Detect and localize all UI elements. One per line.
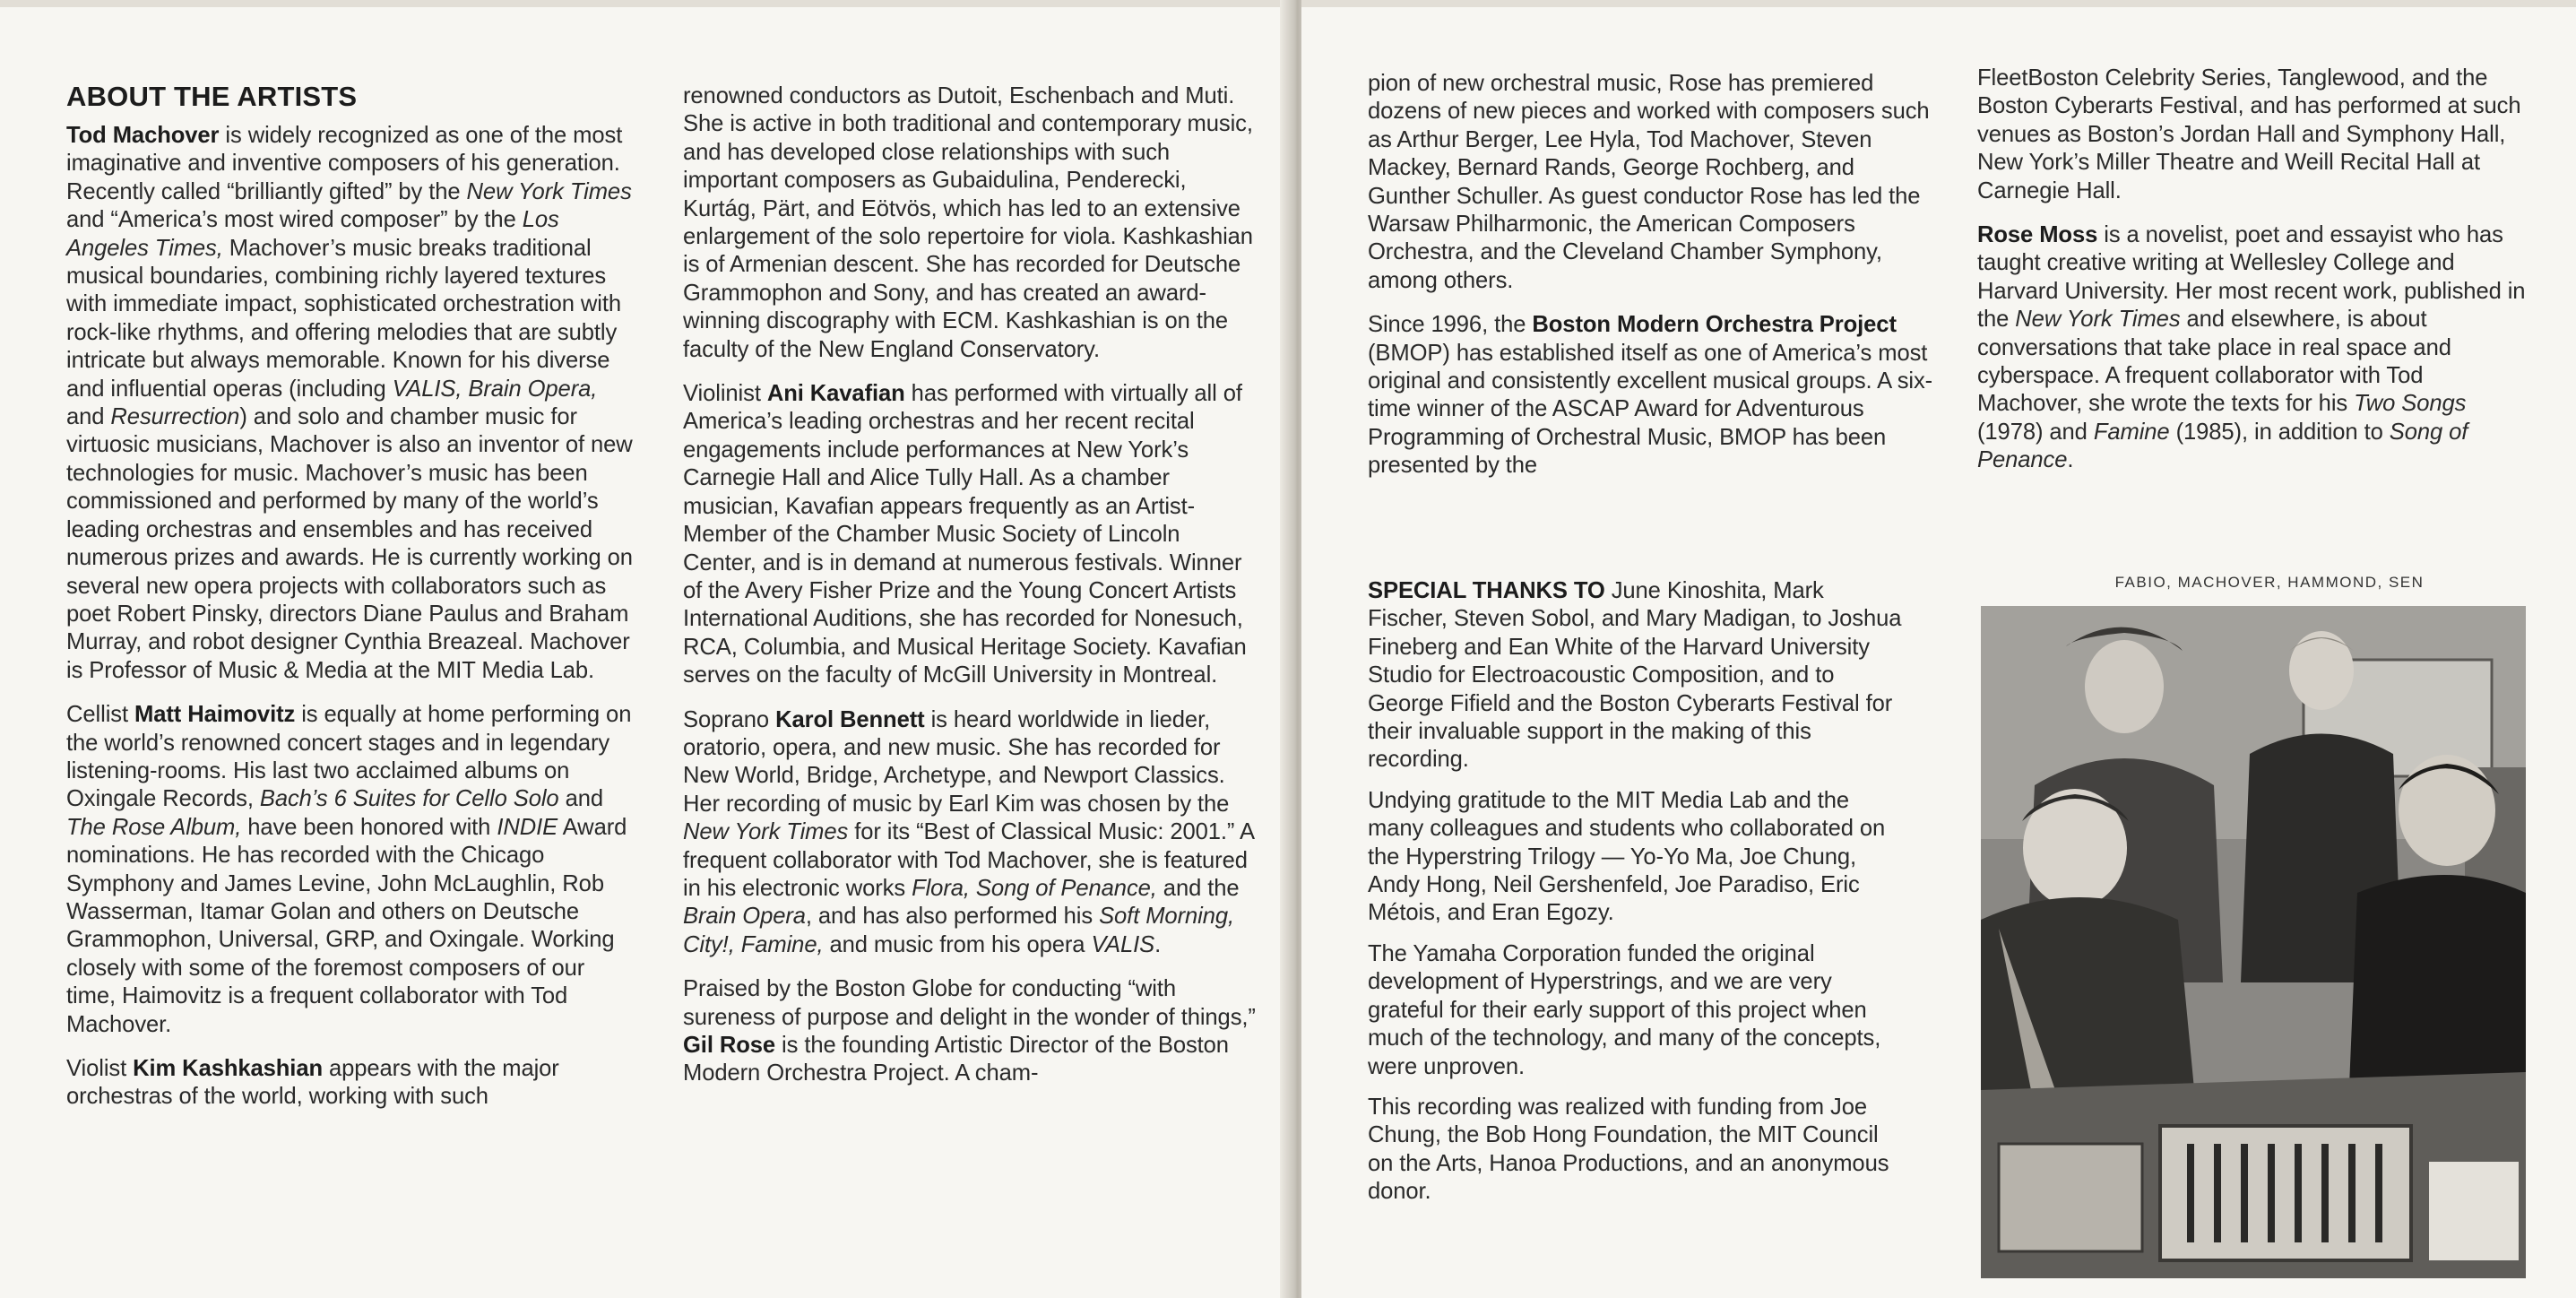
- studio-photo: [1981, 606, 2526, 1278]
- bio-matt-haimovitz: Cellist Matt Haimovitz is equally at home performing on the world’s renowned concert stages and in legendary listening-rooms. His last two acclaimed albums on Oxingale Records, Bach’s 6 Suites for Cello Solo and The Rose Album, have been honored with INDIE Award nominations. He has recorded with the Chicago Symphony and James Levine, John McLaughlin, Rob Wasserman, Itamar Golan and others on Deutsche Grammophon, Universal, GRP, and Oxingale. Working closely with some of the foremost composers of our time, Haimovitz is a frequent collaborator with Tod Machover.: [66, 702, 632, 1037]
- bio-bmop-cont: FleetBoston Celebrity Series, Tanglewood, and the Boston Cyberarts Festival, and has performed at such venues as Boston’s Jordan Hall and Symphony Hall, New York’s Miller Theatre and Weill Recital Hall at Carnegie Hall.: [1977, 65, 2521, 203]
- about-artists-column-4: [1977, 65, 2533, 491]
- photo-caption: FABIO, MACHOVER, HAMMOND, SEN: [2114, 574, 2425, 591]
- bio-bmop: Since 1996, the Boston Modern Orchestra Project (BMOP) has established itself as one of America’s most original and consistently excellent musical groups. A six-time winner of the ASCAP Award for Adventurous Programming of Orchestral Music, BMOP has been presented by the: [1368, 312, 1933, 479]
- about-artists-column-2: [683, 82, 1257, 1104]
- about-artists-column-3: [1368, 70, 1941, 497]
- funding-acknowledgement: This recording was realized with funding from Joe Chung, the Bob Hong Foundation, the MIT Council on the Arts, Hanoa Productions, and an anonymous donor.: [1368, 1094, 1889, 1205]
- gratitude-media-lab: Undying gratitude to the MIT Media Lab and the many colleagues and students who collaborated on the Hyperstring Trilogy — Yo-Yo Ma, Joe Chung, Andy Hong, Neil Gershenfeld, Joe Paradiso, Eric Métois, and Eran Egozy.: [1368, 787, 1886, 926]
- about-artists-column-1: [66, 79, 640, 1128]
- section-heading: ABOUT THE ARTISTS: [66, 81, 358, 112]
- bio-ani-kavafian: Violinist Ani Kavafian has performed with virtually all of America’s leading orchestras and her recent recital engagements include performances at New York’s Carnegie Hall and Alice Tully Hall. As a chamber musician, Kavafian appears frequently as an Artist-Member of the Chamber Music Society of Lincoln Center, and is in demand at numerous festivals. Winner of the Avery Fisher Prize and the Young Concert Artists International Auditions, she has recorded for Nonesuch, RCA, Columbia, and Musical Heritage Society. Kavafian serves on the faculty of McGill University in Montreal.: [683, 381, 1247, 688]
- page-edge: [1301, 0, 2576, 7]
- bio-tod-machover: Tod Machover is widely recognized as one of the most imaginative and inventive composers of his generation. Recently called “brilliantly gifted” by the New York Times and “America’s most wired composer” by the Los Angeles Times, Machover’s music breaks traditional musical boundaries, combining richly layered textures with immediate impact, sophisticated orchestration with rock-like rhythms, and offering melodies that are subtly intricate but always memorable. Known for his diverse and influential operas (including VALIS, Brain Opera, and Resurrection) and solo and chamber music for virtuosic musicians, Machover is also an inventor of new technologies for music. Machover’s music has been commissioned and performed by many of the world’s leading orchestras and ensembles and has received numerous prizes and awards. He is currently working on several new opera projects with collaborators such as poet Robert Pinsky, directors Diane Paulus and Braham Murray, and robot designer Cynthia Breazeal. Machover is Professor of Music & Media at the MIT Media Lab.: [66, 123, 633, 683]
- bio-rose-moss: Rose Moss is a novelist, poet and essayist who has taught creative writing at Wellesley College and Harvard University. Her most recent work, published in the New York Times and elsewhere, is about conversations that take place in real space and cyberspace. A frequent collaborator with Tod Machover, she wrote the texts for his Two Songs (1978) and Famine (1985), in addition to Song of Penance.: [1977, 222, 2526, 473]
- bio-kim-kashkashian-cont: renowned conductors as Dutoit, Eschenbach and Muti. She is active in both traditional and contemporary music, and has developed close relationships with such important composers as Gubaidulina, Penderecki, Kurtág, Pärt, and Eötvös, which has led to an extensive enlargement of the solo repertoire for viola. Kashkashian is of Armenian descent. She has recorded for Deutsche Grammophon and Sony, and has created an award-winning discography with ECM. Kashkashian is on the faculty of the New England Conservatory.: [683, 83, 1253, 362]
- bio-karol-bennett: Soprano Karol Bennett is heard worldwide in lieder, oratorio, opera, and new music. She has recorded for New World, Bridge, Archetype, and Newport Classics. Her recording of music by Earl Kim was chosen by the New York Times for its “Best of Classical Music: 2001.” A frequent collaborator with Tod Machover, she is featured in his electronic works Flora, Song of Penance, and the Brain Opera, and has also performed his Soft Morning, City!, Famine, and music from his opera VALIS.: [683, 706, 1254, 957]
- yamaha-acknowledgement: The Yamaha Corporation funded the original development of Hyperstrings, and we are very grateful for their early support of this project when much of the technology, and many of the concepts, were unproven.: [1368, 940, 1881, 1079]
- special-thanks: SPECIAL THANKS TO June Kinoshita, Mark Fischer, Steven Sobol, and Mary Madigan, to Joshua Fineberg and Ean White of the Harvard University Studio for Electroacoustic Composition, and to George Fifield and the Boston Cyberarts Festival for their invaluable support in the making of this recording.: [1368, 578, 1902, 773]
- bio-gil-rose-cont: pion of new orchestral music, Rose has premiered dozens of new pieces and worked with composers such as Arthur Berger, Lee Hyla, Tod Machover, Steven Mackey, Bernard Rands, George Rochberg, and Gunther Schuller. As guest conductor Rose has led the Warsaw Philharmonic, the American Composers Orchestra, and the Cleveland Chamber Symphony, among others.: [1368, 71, 1930, 293]
- right-page: [1301, 0, 2576, 1298]
- special-thanks-column: [1368, 577, 1906, 1219]
- bio-kim-kashkashian-start: Violist Kim Kashkashian appears with the major orchestras of the world, working with such: [66, 1056, 559, 1110]
- page-edge: [0, 0, 1291, 7]
- bio-gil-rose-start: Praised by the Boston Globe for conducting “with sureness of purpose and delight in the wonder of things,” Gil Rose is the founding Artistic Director of the Boston Modern Orchestra Project. A cham-: [683, 976, 1256, 1086]
